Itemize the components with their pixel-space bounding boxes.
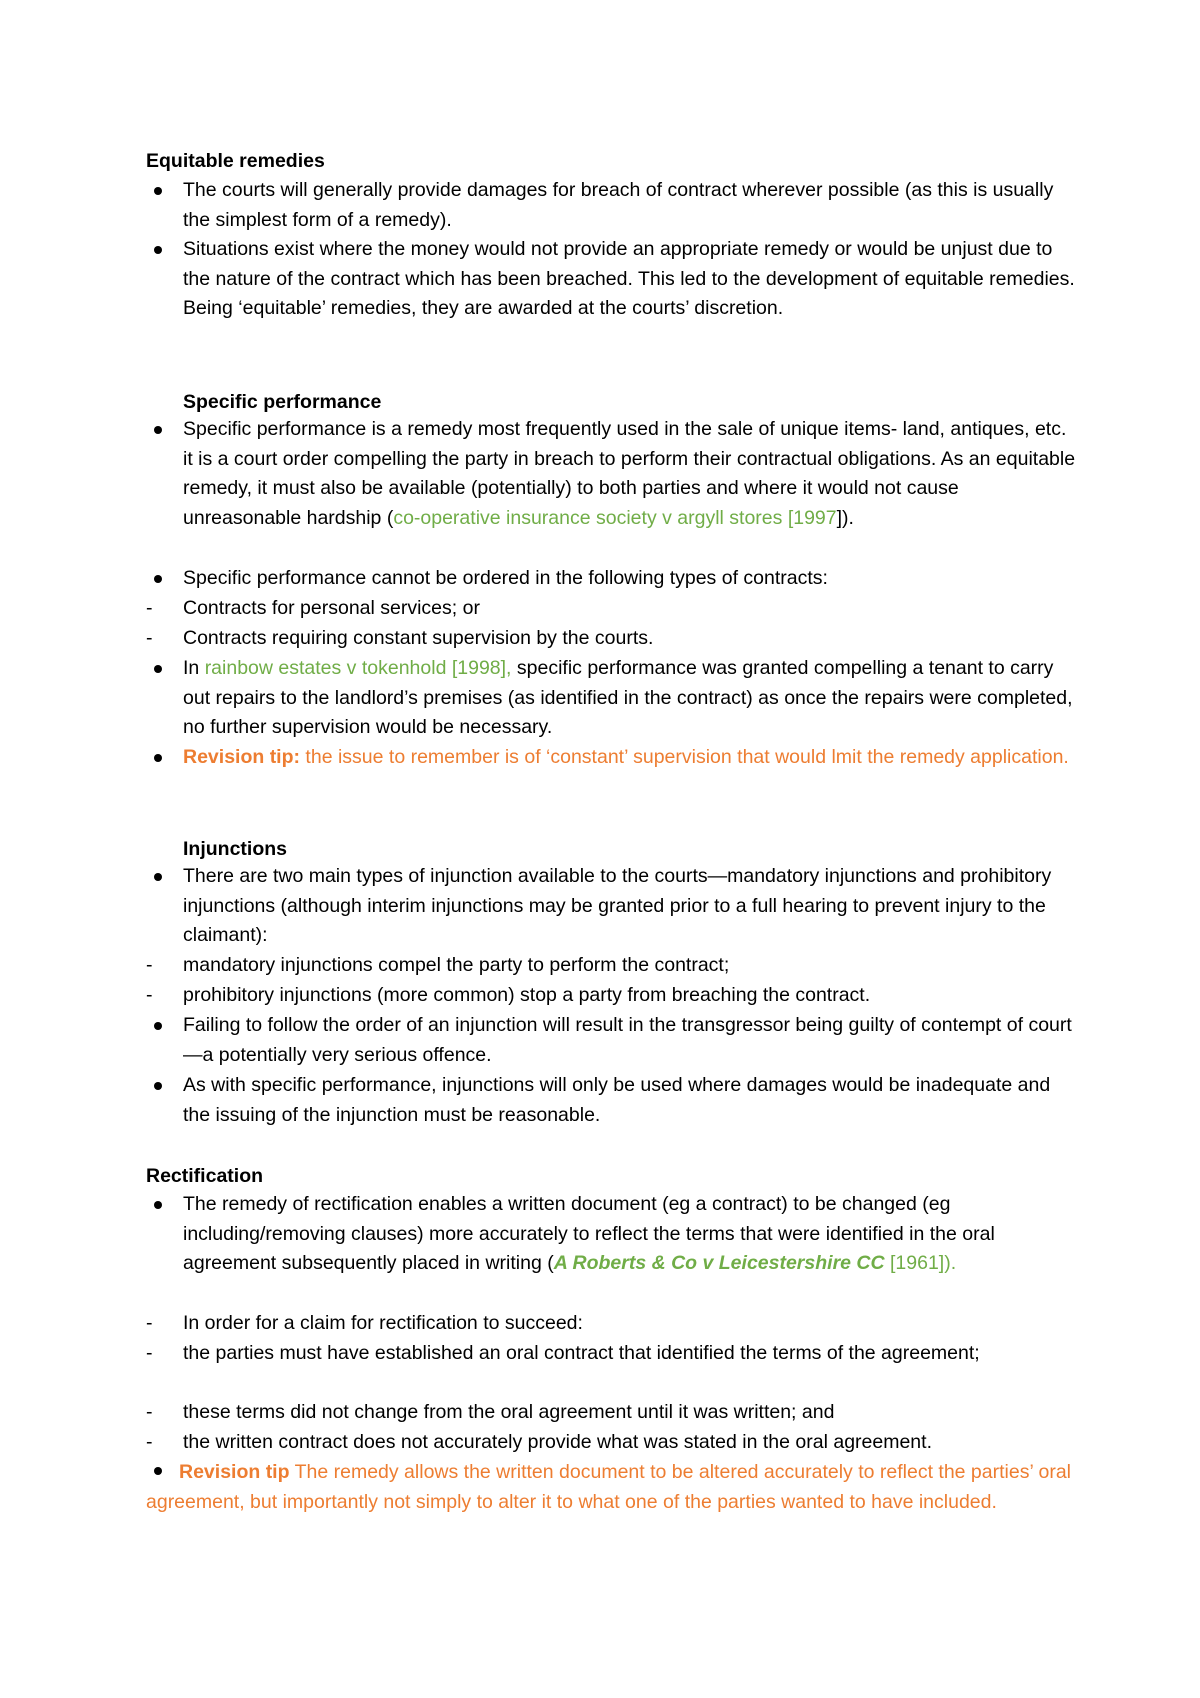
dash-item (146, 594, 1076, 624)
heading-specific-performance: Specific performance (183, 391, 382, 413)
dash-marker: - (146, 597, 153, 619)
bullet-item (146, 564, 1076, 594)
dash-text: the parties must have established an oral contract that identified the terms of the agreement; (183, 1342, 980, 1364)
bullet-icon (154, 1467, 162, 1475)
bullet-text: The courts will generally provide damages for breach of contract wherever possible (as this is usually the simplest form of a remedy). (183, 179, 1054, 231)
bullet-text: Failing to follow the order of an injunction will result in the transgressor being guilty of contempt of court—a potentially very serious offence. (183, 1014, 1072, 1066)
bullet-text: Specific performance is a remedy most frequently used in the sale of unique items- land, antiques, etc. it is a court order compelling the party in breach to perform their contractual obligations. As an equitable remedy, it must also be available (potentially) to both parties and where it would not cause unreasonable hardship (co-operative insurance society v argyll stores [1997]). (183, 418, 1076, 530)
dash-text: prohibitory injunctions (more common) stop a party from breaching the contract. (183, 984, 871, 1006)
bullet-icon (154, 754, 162, 762)
bullet-text: As with specific performance, injunctions will only be used where damages would be inadequate and the issuing of the injunction must be reasonable. (183, 1074, 1051, 1126)
bullet-text: In rainbow estates v tokenhold [1998], specific performance was granted compelling a tenant to carry out repairs to the landlord’s premises (as identified in the contract) as once the repairs were completed, no further supervision would be necessary. (183, 657, 1073, 739)
revision-tip (146, 1458, 1076, 1517)
bullet-icon (154, 873, 162, 881)
bullet-item (146, 654, 1076, 743)
bullet-item (146, 862, 1076, 951)
case-citation: rainbow estates v tokenhold [1998], (204, 657, 512, 679)
dash-item (146, 1339, 1076, 1369)
bullet-item (146, 235, 1076, 324)
dash-text: mandatory injunctions compel the party to perform the contract; (183, 954, 730, 976)
dash-marker: - (146, 984, 153, 1006)
dash-item (146, 981, 1076, 1011)
bullet-icon (154, 665, 162, 673)
dash-marker: - (146, 1312, 153, 1334)
heading-injunctions: Injunctions (183, 838, 287, 860)
dash-item (146, 1309, 1076, 1339)
dash-item (146, 1428, 1076, 1458)
case-year: [1961] (884, 1252, 945, 1275)
bullet-text: The remedy of rectification enables a written document (eg a contract) to be changed (eg including/removing clauses) more accurately to reflect the terms that were identified in the oral agreement subsequently placed in writing (A Roberts & Co v Leicestershire CC [1961]). (183, 1193, 995, 1275)
dash-marker: - (146, 627, 153, 649)
bullet-item (146, 1011, 1076, 1070)
bullet-item (146, 176, 1076, 235)
heading-rectification: Rectification (146, 1165, 264, 1187)
bullet-text: There are two main types of injunction available to the courts—mandatory injunctions and prohibitory injunctions (although interim injunctions may be granted prior to a full hearing to prevent injury to the claimant): (183, 865, 1052, 947)
dash-text: In order for a claim for rectification to succeed: (183, 1312, 583, 1334)
dash-marker: - (146, 1342, 153, 1364)
bullet-icon (154, 187, 162, 195)
revision-tip-text: Revision tip The remedy allows the written document to be altered accurately to reflect the parties’ oral agreement, but importantly not simply to alter it to what one of the parties wanted to have included. (146, 1461, 1072, 1513)
dash-text: these terms did not change from the oral agreement until it was written; and (183, 1401, 835, 1423)
dash-marker: - (146, 954, 153, 976)
bullet-text: Specific performance cannot be ordered in the following types of contracts: (183, 567, 828, 589)
bullet-icon (154, 1082, 162, 1090)
dash-text: Contracts for personal services; or (183, 597, 480, 619)
case-citation: co-operative insurance society v argyll stores [1997 (393, 507, 837, 530)
heading-equitable-remedies: Equitable remedies (146, 150, 325, 172)
revision-tip-text: Revision tip: the issue to remember is of ‘constant’ supervision that would lmit the remedy application. (183, 746, 1069, 768)
revision-tip (146, 743, 1076, 773)
bullet-item (146, 1190, 1076, 1279)
bullet-item (146, 415, 1076, 534)
dash-item (146, 1398, 1076, 1428)
bullet-item (146, 1071, 1076, 1130)
dash-text: Contracts requiring constant supervision by the courts. (183, 627, 654, 649)
dash-marker: - (146, 1431, 153, 1453)
bullet-icon (154, 426, 162, 434)
dash-item (146, 624, 1076, 654)
dash-marker: - (146, 1401, 153, 1423)
bullet-icon (154, 1022, 162, 1030)
dash-text: the written contract does not accurately provide what was stated in the oral agreement. (183, 1431, 932, 1453)
case-citation: A Roberts & Co v Leicestershire CC (553, 1252, 885, 1275)
bullet-icon (154, 246, 162, 254)
bullet-icon (154, 1201, 162, 1209)
bullet-text: Situations exist where the money would not provide an appropriate remedy or would be unjust due to the nature of the contract which has been breached. This led to the development of equitable remedies. Being ‘equitable’ remedies, they are awarded at the courts’ discretion. (183, 238, 1075, 320)
bullet-icon (154, 575, 162, 583)
dash-item (146, 951, 1076, 981)
